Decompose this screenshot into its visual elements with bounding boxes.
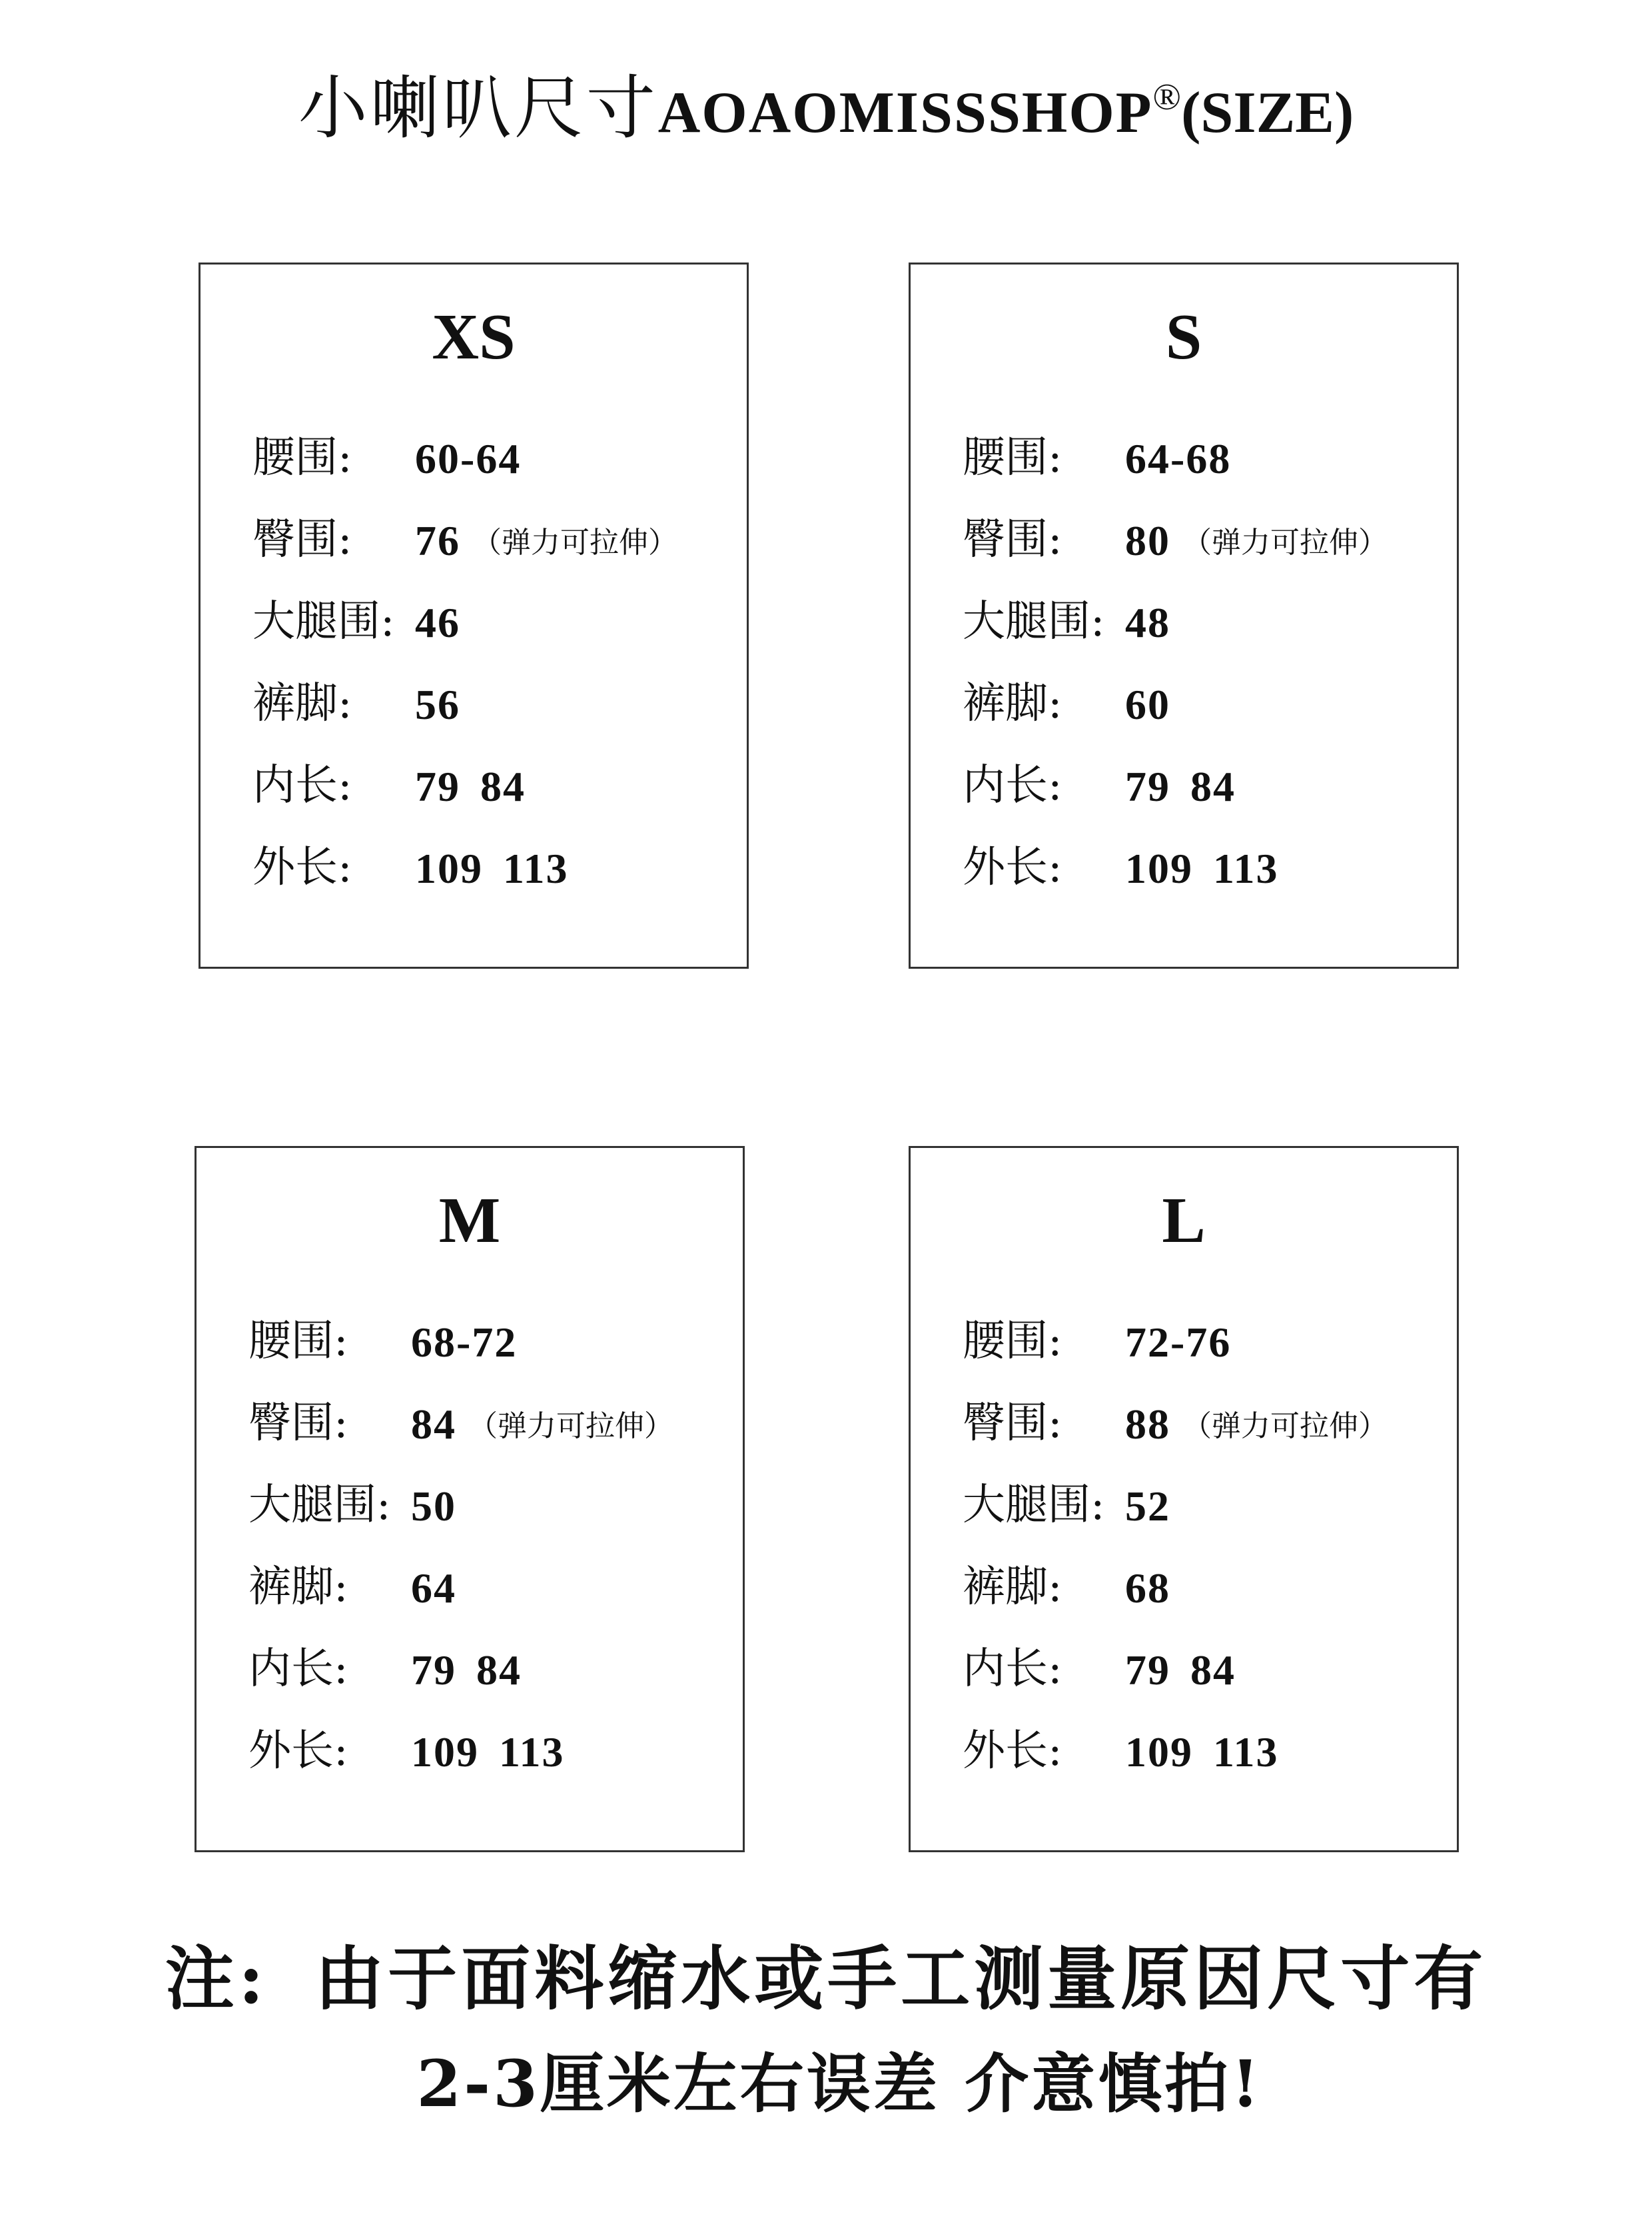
stretch-note: （弹力可拉伸）: [472, 526, 677, 560]
stretch-note: （弹力可拉伸）: [468, 1409, 673, 1443]
value-thigh: 52: [1125, 1482, 1170, 1530]
label-hip: 臀围:: [248, 1398, 348, 1448]
row-hem: [252, 679, 732, 764]
value-inseam-long: 84: [1190, 763, 1236, 810]
row-outseam: [963, 1726, 1442, 1812]
label-hem: 裤脚:: [248, 1562, 348, 1612]
label-hem: 裤脚:: [963, 679, 1062, 728]
disclaimer-lead: 注:: [165, 1938, 268, 2019]
row-inseam: [252, 761, 732, 846]
row-thigh: [248, 1480, 728, 1566]
label-thigh: 大腿围:: [252, 597, 395, 646]
value-hip-group: [415, 517, 677, 564]
label-thigh: 大腿围:: [963, 1480, 1105, 1530]
label-outseam: 外长:: [963, 843, 1062, 892]
page-title: [0, 67, 1652, 149]
stretch-note: （弹力可拉伸）: [1182, 526, 1388, 560]
size-heading: L: [1162, 1185, 1206, 1257]
label-waist: 腰围:: [252, 433, 352, 482]
row-outseam: [963, 843, 1442, 928]
value-outseam-long: 113: [1213, 1728, 1279, 1776]
value-waist: 68-72: [411, 1319, 518, 1366]
size-card-m: [195, 1146, 745, 1852]
value-hem: 60: [1125, 681, 1170, 728]
size-card-xs: [199, 263, 749, 969]
label-hem: 裤脚:: [252, 679, 352, 728]
title-brand: AOAOMISSSHOP: [657, 81, 1153, 145]
value-inseam-group: [415, 763, 526, 810]
title-size-suffix: (SIZE): [1181, 81, 1354, 145]
value-inseam-long: 84: [480, 763, 526, 810]
measurement-list: [248, 1317, 728, 1812]
row-inseam: [963, 1644, 1442, 1730]
label-outseam: 外长:: [248, 1726, 348, 1776]
value-inseam-long: 84: [476, 1646, 522, 1694]
value-inseam-group: [1125, 1646, 1236, 1694]
value-waist: 60-64: [415, 435, 522, 482]
value-outseam-short: 109: [411, 1728, 479, 1776]
title-chinese: 小喇叭尺寸: [298, 67, 658, 149]
value-outseam-long: 113: [503, 845, 569, 892]
row-waist: [248, 1317, 728, 1402]
row-thigh: [963, 597, 1442, 682]
label-outseam: 外长:: [963, 1726, 1062, 1776]
size-card-s: [909, 263, 1459, 969]
label-outseam: 外长:: [252, 843, 352, 892]
value-hip: 76: [415, 517, 460, 564]
measurement-list: [252, 433, 732, 928]
value-inseam-short: 79: [415, 763, 460, 810]
value-hip-group: [1125, 1400, 1388, 1448]
value-hem: 68: [1125, 1564, 1170, 1612]
value-thigh: 50: [411, 1482, 456, 1530]
value-outseam-group: [411, 1728, 565, 1776]
value-inseam-group: [1125, 763, 1236, 810]
value-inseam-long: 84: [1190, 1646, 1236, 1694]
row-waist: [963, 1317, 1442, 1402]
value-outseam-short: 109: [1125, 1728, 1193, 1776]
value-thigh: 48: [1125, 599, 1170, 646]
row-thigh: [963, 1480, 1442, 1566]
disclaimer-line-1: [0, 1938, 1652, 2019]
value-outseam-group: [415, 847, 568, 890]
value-hip: 80: [1125, 517, 1170, 564]
value-hip-group: [1125, 517, 1388, 564]
label-inseam: 内长:: [963, 1644, 1062, 1694]
label-hip: 臀围:: [252, 515, 352, 564]
label-thigh: 大腿围:: [963, 597, 1105, 646]
value-hem: 56: [415, 681, 460, 728]
row-thigh: [252, 597, 732, 682]
value-waist: 64-68: [1125, 435, 1232, 482]
row-waist: [252, 433, 732, 518]
value-hip: 88: [1125, 1400, 1170, 1448]
value-hip: 84: [411, 1400, 456, 1448]
value-hem: 64: [411, 1564, 456, 1612]
label-inseam: 内长:: [252, 761, 352, 810]
registered-mark: ®: [1152, 77, 1182, 118]
disclaimer-line-2: 2-3厘米左右误差 介意慎拍!: [416, 2046, 1262, 2121]
label-hip: 臀围:: [963, 1398, 1062, 1448]
row-hem: [963, 1562, 1442, 1648]
row-hip: [252, 515, 732, 600]
row-hip: [963, 515, 1442, 600]
label-hip: 臀围:: [963, 515, 1062, 564]
size-heading: M: [438, 1185, 501, 1257]
row-hip: [963, 1398, 1442, 1484]
label-waist: 腰围:: [248, 1317, 348, 1366]
value-waist: 72-76: [1125, 1319, 1232, 1366]
label-hem: 裤脚:: [963, 1562, 1062, 1612]
row-inseam: [248, 1644, 728, 1730]
row-waist: [963, 433, 1442, 518]
label-waist: 腰围:: [963, 1317, 1062, 1366]
row-hem: [963, 679, 1442, 764]
value-outseam-short: 109: [415, 845, 483, 892]
value-outseam-long: 113: [499, 1728, 565, 1776]
row-outseam: [252, 843, 732, 928]
row-outseam: [248, 1726, 728, 1812]
label-inseam: 内长:: [963, 761, 1062, 810]
value-inseam-short: 79: [1125, 763, 1170, 810]
row-hem: [248, 1562, 728, 1648]
disclaimer-text-1: 由于面料缩水或手工测量原因尺寸有: [314, 1938, 1487, 2019]
row-hip: [248, 1398, 728, 1484]
label-waist: 腰围:: [963, 433, 1062, 482]
size-heading: S: [1165, 301, 1202, 373]
value-outseam-short: 109: [1125, 845, 1193, 892]
measurement-list: [963, 433, 1442, 928]
value-outseam-long: 113: [1213, 845, 1279, 892]
value-inseam-short: 79: [411, 1646, 456, 1694]
value-inseam-short: 79: [1125, 1646, 1170, 1694]
row-inseam: [963, 761, 1442, 846]
value-inseam-group: [411, 1646, 522, 1694]
value-outseam-group: [1125, 847, 1278, 890]
label-thigh: 大腿围:: [248, 1480, 391, 1530]
size-heading: XS: [432, 301, 516, 373]
stretch-note: （弹力可拉伸）: [1182, 1409, 1388, 1443]
value-outseam-group: [1125, 1728, 1279, 1776]
measurement-list: [963, 1317, 1442, 1812]
label-inseam: 内长:: [248, 1644, 348, 1694]
value-thigh: 46: [415, 599, 460, 646]
value-hip-group: [411, 1400, 673, 1448]
size-card-l: [909, 1146, 1459, 1852]
